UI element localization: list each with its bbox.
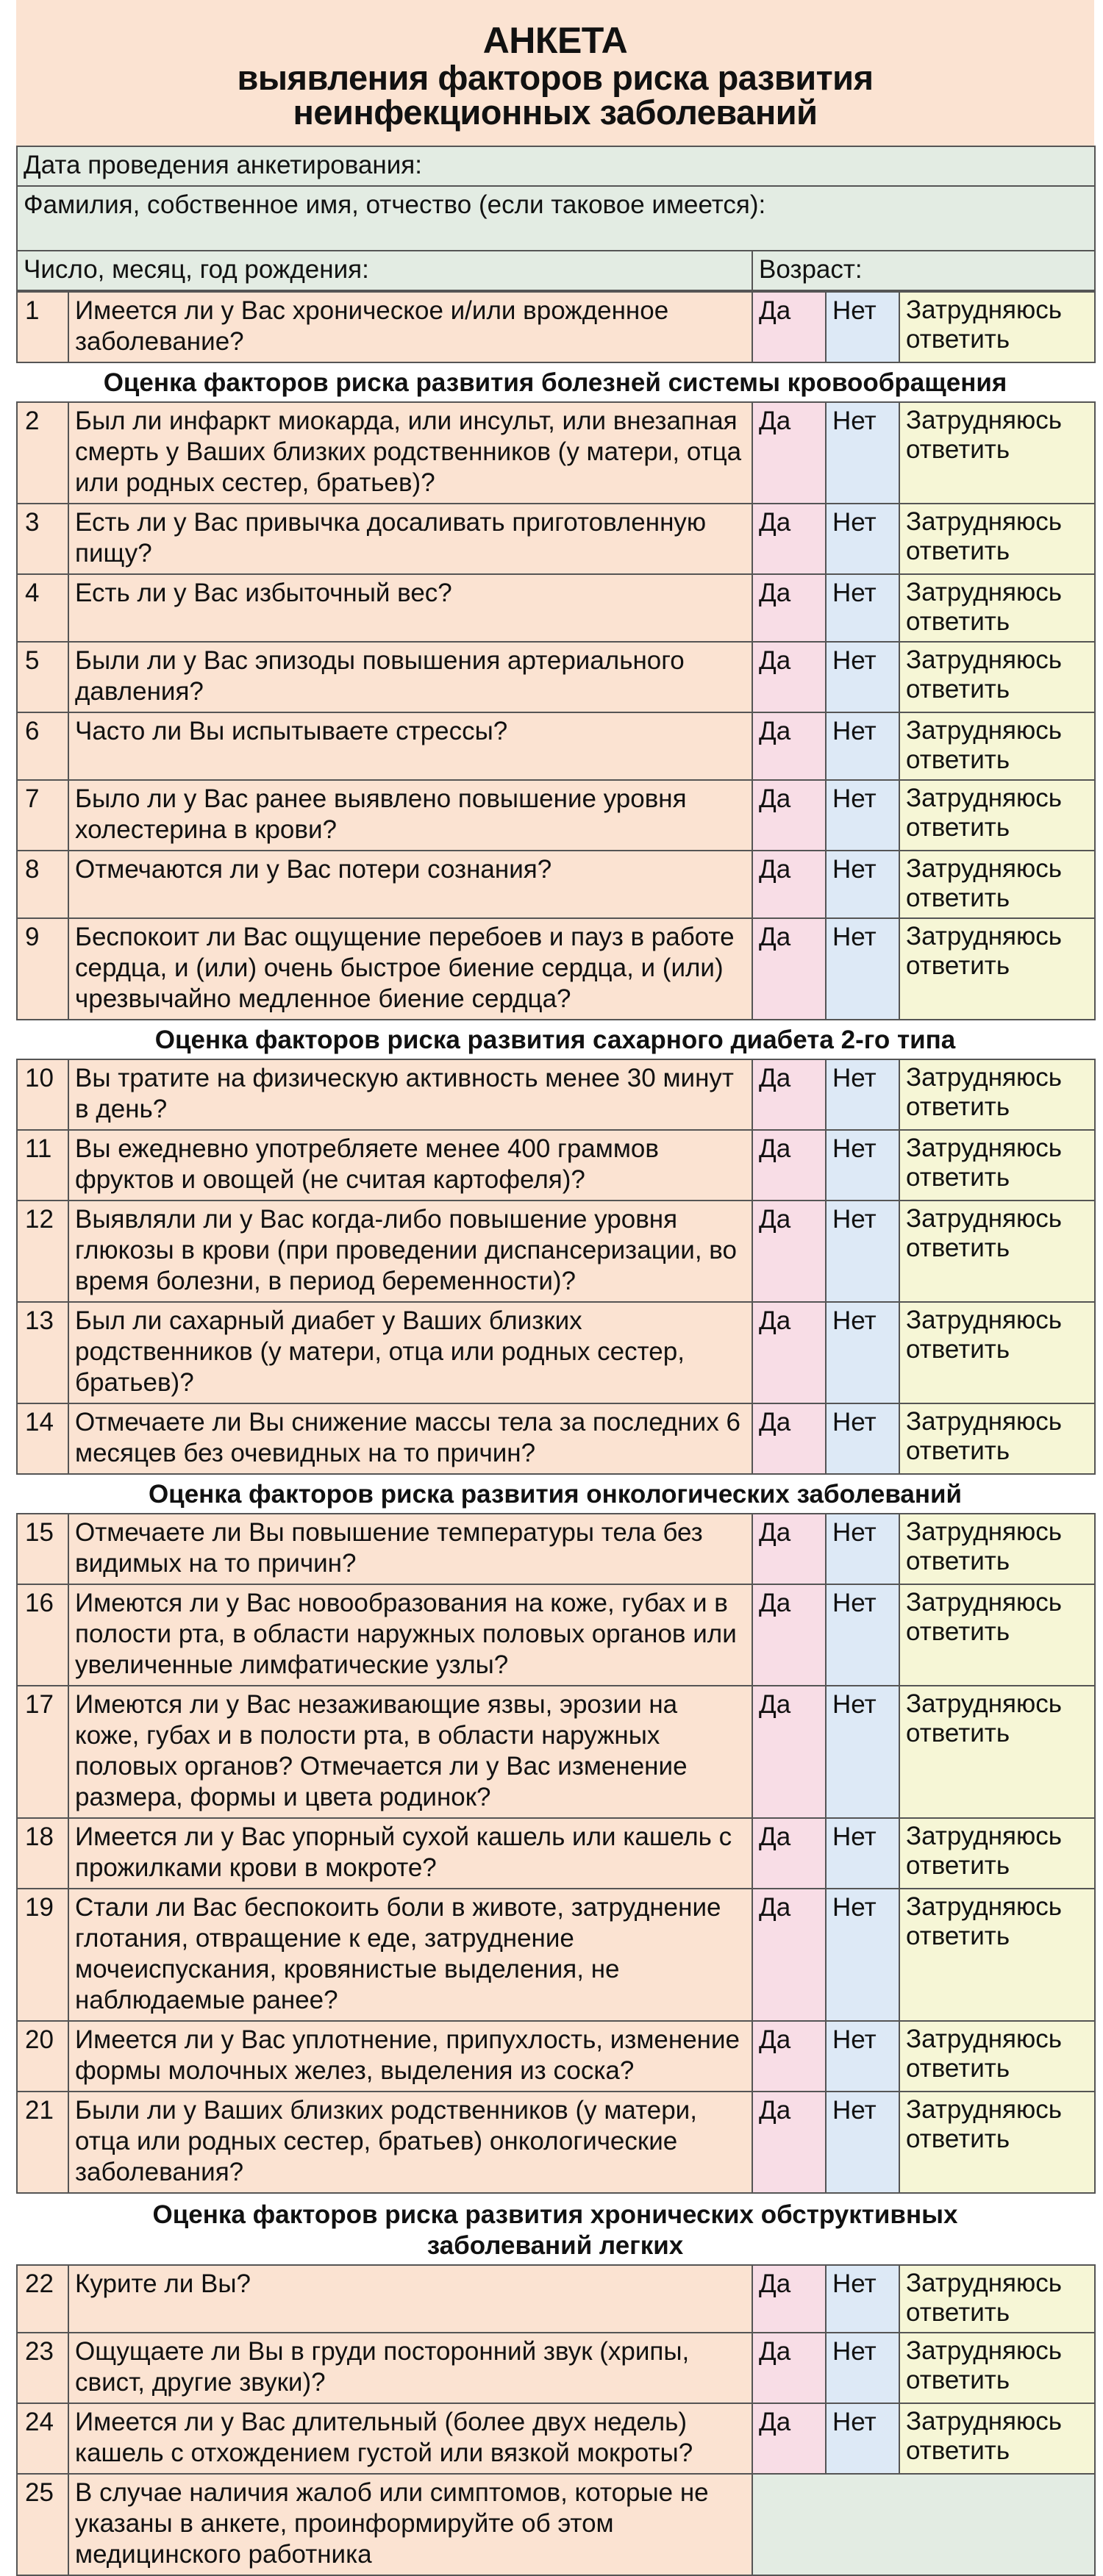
answer-no[interactable]: Нет bbox=[826, 2265, 899, 2333]
question-number: 21 bbox=[17, 2092, 68, 2193]
answer-yes[interactable]: Да bbox=[752, 2403, 826, 2474]
question-row bbox=[17, 1686, 1095, 1818]
answer-yes[interactable]: Да bbox=[752, 1584, 826, 1686]
empty-answer-cell bbox=[752, 2474, 1095, 2575]
question-row bbox=[17, 1889, 1095, 2021]
question-number: 19 bbox=[17, 1889, 68, 2021]
question-number: 25 bbox=[17, 2474, 68, 2575]
question-row bbox=[17, 1201, 1095, 1302]
questionnaire-page bbox=[16, 0, 1094, 2576]
answer-dont-know[interactable]: Затрудняюсь ответить bbox=[899, 574, 1095, 642]
question-text: Имеются ли у Вас новообразования на коже, губах и в полости рта, в области наружных половых органов или увеличенные лимфатические узлы? bbox=[68, 1584, 752, 1686]
question-text: Имеется ли у Вас хроническое и/или врожденное заболевание? bbox=[68, 292, 752, 362]
answer-yes[interactable]: Да bbox=[752, 292, 826, 362]
question-row bbox=[17, 2265, 1095, 2333]
answer-no[interactable]: Нет bbox=[826, 1818, 899, 1889]
section-heading-circulatory: Оценка факторов риска развития болезней системы кровообращения bbox=[16, 363, 1094, 401]
question-text: Были ли у Вас эпизоды повышения артериального давления? bbox=[68, 642, 752, 712]
question-row bbox=[17, 1302, 1095, 1403]
answer-yes[interactable]: Да bbox=[752, 2021, 826, 2092]
answer-yes[interactable]: Да bbox=[752, 1514, 826, 1584]
question-text: Отмечаете ли Вы повышение температуры тела без видимых на то причин? bbox=[68, 1514, 752, 1584]
question-number: 22 bbox=[17, 2265, 68, 2333]
question-row bbox=[17, 402, 1095, 504]
answer-no[interactable]: Нет bbox=[826, 642, 899, 712]
answer-no[interactable]: Нет bbox=[826, 1130, 899, 1201]
question-text: Есть ли у Вас избыточный вес? bbox=[68, 574, 752, 642]
answer-dont-know[interactable]: Затрудняюсь ответить bbox=[899, 1686, 1095, 1818]
answer-no[interactable]: Нет bbox=[826, 1201, 899, 1302]
question-number: 2 bbox=[17, 402, 68, 504]
answer-yes[interactable]: Да bbox=[752, 851, 826, 918]
question-text: Имеется ли у Вас упорный сухой кашель или кашель с прожилками крови в мокроте? bbox=[68, 1818, 752, 1889]
answer-yes[interactable]: Да bbox=[752, 2265, 826, 2333]
question-number: 13 bbox=[17, 1302, 68, 1403]
form-subtitle-line1: выявления факторов риска развития bbox=[237, 58, 874, 97]
question-text: Вы тратите на физическую активность менее 30 минут в день? bbox=[68, 1059, 752, 1130]
question-number: 8 bbox=[17, 851, 68, 918]
question-number: 20 bbox=[17, 2021, 68, 2092]
answer-no[interactable]: Нет bbox=[826, 1584, 899, 1686]
question-row-final bbox=[17, 2474, 1095, 2575]
question-list bbox=[17, 1514, 1095, 2193]
answer-yes[interactable]: Да bbox=[752, 1403, 826, 1474]
answer-dont-know[interactable]: Затрудняюсь ответить bbox=[899, 1818, 1095, 1889]
question-row bbox=[17, 851, 1095, 918]
question-number: 17 bbox=[17, 1686, 68, 1818]
question-row bbox=[17, 1059, 1095, 1130]
question-list bbox=[17, 1059, 1095, 1474]
question-row bbox=[17, 574, 1095, 642]
question-text: Были ли у Ваших близких родственников (у матери, отца или родных сестер, братьев) онкологические заболевания? bbox=[68, 2092, 752, 2193]
question-row bbox=[17, 504, 1095, 574]
form-subtitle-line2: неинфекционных заболеваний bbox=[293, 93, 818, 132]
question-text: Отмечаются ли у Вас потери сознания? bbox=[68, 851, 752, 918]
answer-no[interactable]: Нет bbox=[826, 1514, 899, 1584]
question-row bbox=[17, 292, 1095, 362]
answer-dont-know[interactable]: Затрудняюсь ответить bbox=[899, 1584, 1095, 1686]
question-text: Имеются ли у Вас незаживающие язвы, эрозии на коже, губах и в полости рта, в области наружных половых органов? Отмечается ли у Вас изменение размера, формы и цвета родинок? bbox=[68, 1686, 752, 1818]
section-heading-diabetes: Оценка факторов риска развития сахарного диабета 2-го типа bbox=[16, 1020, 1094, 1059]
question-number: 3 bbox=[17, 504, 68, 574]
answer-yes[interactable]: Да bbox=[752, 780, 826, 851]
question-text: Выявляли ли у Вас когда-либо повышение уровня глюкозы в крови (при проведении диспансеризации, во время болезни, в период беременности)? bbox=[68, 1201, 752, 1302]
question-number: 12 bbox=[17, 1201, 68, 1302]
answer-dont-know[interactable]: Затрудняюсь ответить bbox=[899, 2333, 1095, 2403]
answer-no[interactable]: Нет bbox=[826, 574, 899, 642]
answer-yes[interactable]: Да bbox=[752, 918, 826, 1020]
answer-no[interactable]: Нет bbox=[826, 402, 899, 504]
answer-no[interactable]: Нет bbox=[826, 918, 899, 1020]
birth-date-field[interactable]: Число, месяц, год рождения: bbox=[17, 251, 752, 290]
question-text: Имеется ли у Вас уплотнение, припухлость, изменение формы молочных желез, выделения из соска? bbox=[68, 2021, 752, 2092]
answer-dont-know[interactable]: Затрудняюсь ответить bbox=[899, 1403, 1095, 1474]
question-number: 15 bbox=[17, 1514, 68, 1584]
question-number: 4 bbox=[17, 574, 68, 642]
question-row bbox=[17, 1818, 1095, 1889]
answer-yes[interactable]: Да bbox=[752, 1130, 826, 1201]
section-heading-lungs-line1: Оценка факторов риска развития хронических обструктивных bbox=[152, 2200, 958, 2229]
question-text: Вы ежедневно употребляете менее 400 граммов фруктов и овощей (не считая картофеля)? bbox=[68, 1130, 752, 1201]
answer-yes[interactable]: Да bbox=[752, 2092, 826, 2193]
question-text: Беспокоит ли Вас ощущение перебоев и пауз в работе сердца, и (или) очень быстрое биение сердца, и (или) чрезвычайно медленное биение сердца? bbox=[68, 918, 752, 1020]
question-row bbox=[17, 918, 1095, 1020]
question-row bbox=[17, 2021, 1095, 2092]
answer-dont-know[interactable]: Затрудняюсь ответить bbox=[899, 1514, 1095, 1584]
section-heading-lungs-line2: заболеваний легких bbox=[426, 2231, 684, 2260]
section-heading-lungs bbox=[16, 2194, 1094, 2264]
survey-date-field[interactable]: Дата проведения анкетирования: bbox=[17, 146, 1095, 186]
question-list bbox=[17, 2265, 1095, 2474]
question-text: Часто ли Вы испытываете стрессы? bbox=[68, 712, 752, 780]
question-text: Стали ли Вас беспокоить боли в животе, затруднение глотания, отвращение к еде, затруднение мочеиспускания, кровянистые выделения, не наблюдаемые ранее? bbox=[68, 1889, 752, 2021]
question-number: 5 bbox=[17, 642, 68, 712]
full-name-field[interactable]: Фамилия, собственное имя, отчество (если таковое имеется): bbox=[17, 186, 1095, 251]
answer-no[interactable]: Нет bbox=[826, 1059, 899, 1130]
answer-dont-know[interactable]: Затрудняюсь ответить bbox=[899, 918, 1095, 1020]
answer-no[interactable]: Нет bbox=[826, 2403, 899, 2474]
question-text: Был ли инфаркт миокарда, или инсульт, или внезапная смерть у Ваших близких родственников (у матери, отца или родных сестер, братьев)? bbox=[68, 402, 752, 504]
answer-no[interactable]: Нет bbox=[826, 712, 899, 780]
answer-yes[interactable]: Да bbox=[752, 1302, 826, 1403]
question-number: 1 bbox=[17, 292, 68, 362]
answer-no[interactable]: Нет bbox=[826, 1302, 899, 1403]
question-list bbox=[17, 402, 1095, 1020]
answer-yes[interactable]: Да bbox=[752, 1059, 826, 1130]
answer-yes[interactable]: Да bbox=[752, 642, 826, 712]
question-table-circulatory bbox=[16, 401, 1096, 1020]
answer-no[interactable]: Нет bbox=[826, 1403, 899, 1474]
question-row bbox=[17, 2403, 1095, 2474]
question-text: Отмечаете ли Вы снижение массы тела за последних 6 месяцев без очевидных на то причин? bbox=[68, 1403, 752, 1474]
answer-dont-know[interactable]: Затрудняюсь ответить bbox=[899, 1059, 1095, 1130]
form-header bbox=[16, 0, 1094, 146]
question-number: 18 bbox=[17, 1818, 68, 1889]
answer-dont-know[interactable]: Затрудняюсь ответить bbox=[899, 1130, 1095, 1201]
answer-no[interactable]: Нет bbox=[826, 2092, 899, 2193]
answer-no[interactable]: Нет bbox=[826, 504, 899, 574]
question-number: 16 bbox=[17, 1584, 68, 1686]
answer-dont-know[interactable]: Затрудняюсь ответить bbox=[899, 2092, 1095, 2193]
answer-no[interactable]: Нет bbox=[826, 1686, 899, 1818]
question-text: В случае наличия жалоб или симптомов, которые не указаны в анкете, проинформируйте об этом медицинского работника bbox=[68, 2474, 752, 2575]
question-number: 6 bbox=[17, 712, 68, 780]
answer-yes[interactable]: Да bbox=[752, 1201, 826, 1302]
answer-dont-know[interactable]: Затрудняюсь ответить bbox=[899, 292, 1095, 362]
question-row bbox=[17, 712, 1095, 780]
question-table-lungs bbox=[16, 2264, 1096, 2576]
question-row bbox=[17, 1514, 1095, 1584]
answer-yes[interactable]: Да bbox=[752, 504, 826, 574]
question-row bbox=[17, 2333, 1095, 2403]
answer-no[interactable]: Нет bbox=[826, 780, 899, 851]
answer-yes[interactable]: Да bbox=[752, 402, 826, 504]
answer-no[interactable]: Нет bbox=[826, 2021, 899, 2092]
answer-dont-know[interactable]: Затрудняюсь ответить bbox=[899, 1889, 1095, 2021]
question-row bbox=[17, 1130, 1095, 1201]
question-table-diabetes bbox=[16, 1059, 1096, 1475]
question-row bbox=[17, 780, 1095, 851]
question-text: Есть ли у Вас привычка досаливать приготовленную пищу? bbox=[68, 504, 752, 574]
question-row bbox=[17, 1584, 1095, 1686]
answer-dont-know[interactable]: Затрудняюсь ответить bbox=[899, 504, 1095, 574]
question-table-general bbox=[16, 291, 1096, 363]
question-table-oncology bbox=[16, 1513, 1096, 2194]
question-text: Ощущаете ли Вы в груди посторонний звук (хрипы, свист, другие звуки)? bbox=[68, 2333, 752, 2403]
answer-dont-know[interactable]: Затрудняюсь ответить bbox=[899, 2265, 1095, 2333]
question-number: 14 bbox=[17, 1403, 68, 1474]
answer-no[interactable]: Нет bbox=[826, 851, 899, 918]
question-row bbox=[17, 2092, 1095, 2193]
answer-dont-know[interactable]: Затрудняюсь ответить bbox=[899, 1201, 1095, 1302]
answer-dont-know[interactable]: Затрудняюсь ответить bbox=[899, 712, 1095, 780]
answer-yes[interactable]: Да bbox=[752, 1889, 826, 2021]
answer-no[interactable]: Нет bbox=[826, 2333, 899, 2403]
answer-yes[interactable]: Да bbox=[752, 1818, 826, 1889]
question-number: 11 bbox=[17, 1130, 68, 1201]
question-number: 24 bbox=[17, 2403, 68, 2474]
age-field[interactable]: Возраст: bbox=[752, 251, 1095, 290]
answer-dont-know[interactable]: Затрудняюсь ответить bbox=[899, 2403, 1095, 2474]
answer-no[interactable]: Нет bbox=[826, 1889, 899, 2021]
form-title: АНКЕТА bbox=[482, 20, 628, 61]
question-number: 7 bbox=[17, 780, 68, 851]
question-row bbox=[17, 642, 1095, 712]
personal-info-table bbox=[16, 146, 1096, 291]
answer-dont-know[interactable]: Затрудняюсь ответить bbox=[899, 851, 1095, 918]
question-text: Было ли у Вас ранее выявлено повышение уровня холестерина в крови? bbox=[68, 780, 752, 851]
question-text: Курите ли Вы? bbox=[68, 2265, 752, 2333]
answer-dont-know[interactable]: Затрудняюсь ответить bbox=[899, 1302, 1095, 1403]
section-heading-oncology: Оценка факторов риска развития онкологических заболеваний bbox=[16, 1475, 1094, 1513]
answer-yes[interactable]: Да bbox=[752, 712, 826, 780]
answer-dont-know[interactable]: Затрудняюсь ответить bbox=[899, 642, 1095, 712]
question-text: Был ли сахарный диабет у Ваших близких родственников (у матери, отца или родных сестер, братьев)? bbox=[68, 1302, 752, 1403]
answer-no[interactable]: Нет bbox=[826, 292, 899, 362]
answer-dont-know[interactable]: Затрудняюсь ответить bbox=[899, 402, 1095, 504]
answer-dont-know[interactable]: Затрудняюсь ответить bbox=[899, 780, 1095, 851]
question-number: 10 bbox=[17, 1059, 68, 1130]
answer-yes[interactable]: Да bbox=[752, 1686, 826, 1818]
question-text: Имеется ли у Вас длительный (более двух недель) кашель с отхождением густой или вязкой мокроты? bbox=[68, 2403, 752, 2474]
question-row bbox=[17, 1403, 1095, 1474]
answer-yes[interactable]: Да bbox=[752, 2333, 826, 2403]
question-number: 23 bbox=[17, 2333, 68, 2403]
answer-yes[interactable]: Да bbox=[752, 574, 826, 642]
question-number: 9 bbox=[17, 918, 68, 1020]
answer-dont-know[interactable]: Затрудняюсь ответить bbox=[899, 2021, 1095, 2092]
